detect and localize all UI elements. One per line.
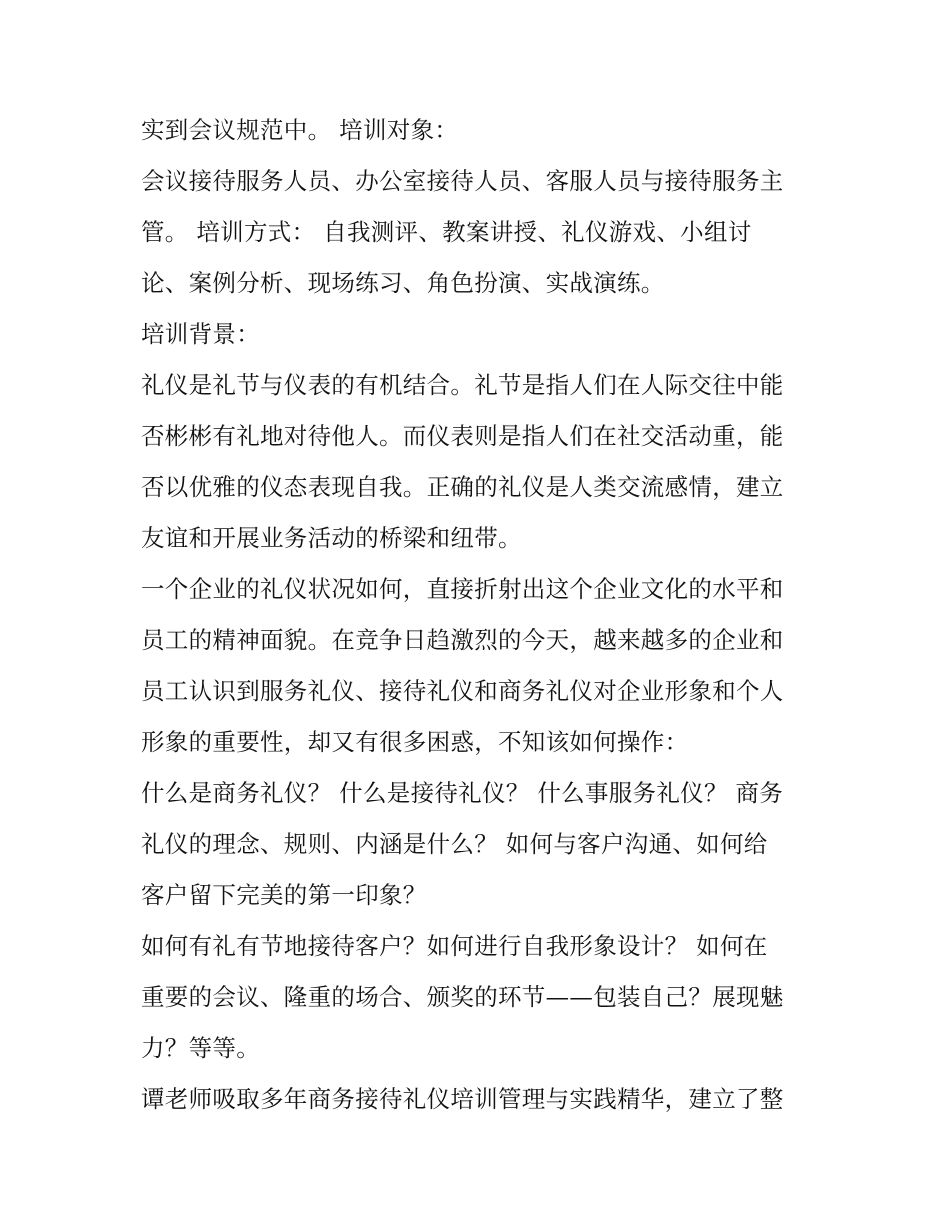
text-line: 员工的精神面貌。在竞争日趋激烈的今天，越来越多的企业和 — [141, 626, 784, 654]
text-line: 谭老师吸取多年商务接待礼仪培训管理与实践精华，建立了整 — [141, 1085, 784, 1113]
text-line: 形象的重要性，却又有很多困惑，不知该如何操作： — [141, 728, 689, 756]
text-line: 客户留下完美的第一印象？ — [141, 881, 427, 909]
text-line: 否以优雅的仪态表现自我。正确的礼仪是人类交流感情，建立 — [141, 473, 784, 501]
text-line: 论、案例分析、现场练习、角色扮演、实战演练。 — [141, 269, 665, 297]
text-line: 礼仪的理念、规则、内涵是什么？ 如何与客户沟通、如何给 — [141, 830, 768, 858]
text-line: 培训背景： — [141, 320, 260, 348]
text-line: 会议接待服务人员、办公室接待人员、客服人员与接待服务主 — [141, 167, 784, 195]
text-line: 什么是商务礼仪？ 什么是接待礼仪？ 什么事服务礼仪？ 商务 — [141, 779, 784, 807]
text-line: 力？等等。 — [141, 1034, 260, 1062]
text-line: 如何有礼有节地接待客户？如何进行自我形象设计？ 如何在 — [141, 932, 768, 960]
text-line: 一个企业的礼仪状况如何，直接折射出这个企业文化的水平和 — [141, 575, 784, 603]
text-line: 实到会议规范中。 培训对象： — [141, 116, 459, 144]
text-line: 员工认识到服务礼仪、接待礼仪和商务礼仪对企业形象和个人 — [141, 677, 784, 705]
text-line: 否彬彬有礼地对待他人。而仪表则是指人们在社交活动重，能 — [141, 422, 784, 450]
text-line: 管。 培训方式： 自我测评、教案讲授、礼仪游戏、小组讨 — [141, 218, 752, 246]
text-line: 重要的会议、隆重的场合、颁奖的环节——包装自己？展现魅 — [141, 983, 784, 1011]
document-body — [141, 105, 821, 1125]
text-line: 友谊和开展业务活动的桥梁和纽带。 — [141, 524, 522, 552]
text-line: 礼仪是礼节与仪表的有机结合。礼节是指人们在人际交往中能 — [141, 371, 784, 399]
